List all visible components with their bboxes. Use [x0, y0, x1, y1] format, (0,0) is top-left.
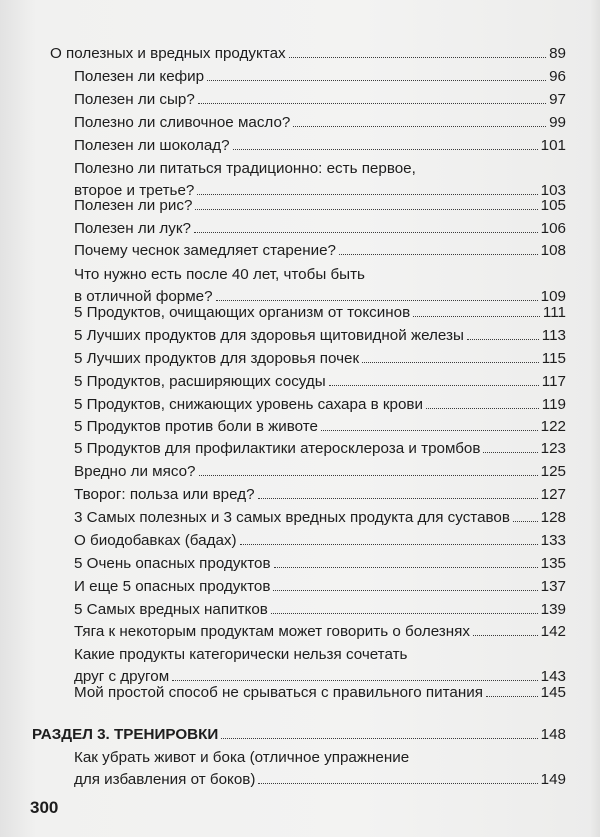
toc-entry [74, 240, 566, 262]
toc-entry [74, 348, 566, 370]
toc-entry-text [74, 89, 566, 111]
toc-page-number: 89 [549, 45, 566, 62]
toc-entry-text [74, 348, 566, 370]
toc-entry-text [74, 195, 566, 217]
toc-entry [74, 394, 566, 416]
toc-page-number: 101 [540, 137, 566, 154]
dot-leader [293, 126, 546, 127]
dot-leader [172, 680, 538, 681]
toc-page-number: 105 [540, 197, 566, 214]
toc-entry-title-line: Тяга к некоторым продуктам может говорить о болезнях [74, 623, 470, 640]
toc-entry-text [74, 66, 566, 88]
toc-entry [74, 747, 566, 791]
toc-entry-last-line [74, 302, 566, 324]
toc-entry-last-line [74, 371, 566, 393]
toc-entry-title-line: И еще 5 опасных продуктов [74, 578, 271, 595]
dot-leader [258, 783, 537, 784]
toc-page-number: 115 [541, 350, 566, 367]
toc-page-number: 99 [549, 114, 566, 131]
toc-entry-last-line [74, 66, 566, 88]
toc-page-number: 135 [540, 555, 566, 572]
dot-leader [198, 103, 546, 104]
toc-entry-title-line: для избавления от боков) [74, 771, 256, 788]
toc-entry-text [74, 438, 566, 460]
toc-page-number: 123 [540, 440, 566, 457]
dot-leader [271, 613, 538, 614]
toc-entry-text [74, 240, 566, 262]
toc-entry [74, 302, 566, 324]
dot-leader [329, 385, 539, 386]
section-heading [32, 724, 566, 746]
dot-leader [467, 339, 539, 340]
toc-entry-text [74, 599, 566, 621]
toc-entry-title-line: Почему чеснок замедляет старение? [74, 242, 336, 259]
toc-entry-title-line: 5 Очень опасных продуктов [74, 555, 271, 572]
dot-leader [513, 521, 538, 522]
toc-entry-title-line: Вредно ли мясо? [74, 463, 196, 480]
toc-entry-title-line: друг с другом [74, 668, 170, 685]
dot-leader [339, 254, 538, 255]
dot-leader [486, 696, 538, 697]
toc-entry-title-line: О биодобавках (бадах) [74, 532, 237, 549]
dot-leader [289, 57, 546, 58]
toc-entry [74, 135, 566, 157]
toc-entry-last-line [74, 135, 566, 157]
toc-entry [74, 89, 566, 111]
toc-entry-last-line [74, 507, 566, 529]
toc-entry-text [74, 507, 566, 529]
toc-entry-title-line: 3 Самых полезных и 3 самых вредных продукта для суставов [74, 509, 510, 526]
toc-entry-title-line: Полезен ли кефир [74, 68, 205, 85]
dot-leader [221, 738, 537, 739]
toc-entry-last-line [74, 325, 566, 347]
toc-entry [74, 621, 566, 643]
toc-entry-title-line: Полезно ли питаться традиционно: есть первое, [74, 160, 416, 177]
toc-page-number: 117 [541, 373, 566, 390]
toc-entry-text [74, 682, 566, 704]
toc-entry-text [50, 43, 566, 65]
toc-entry [74, 438, 566, 460]
toc-entry-text [74, 302, 566, 324]
toc-entry-last-line [74, 195, 566, 217]
dot-leader [194, 232, 538, 233]
dot-leader [207, 80, 546, 81]
dot-leader [199, 475, 538, 476]
toc-page-number: 133 [540, 532, 566, 549]
toc-entry-text [74, 576, 566, 598]
toc-entry-text [74, 621, 566, 643]
toc-entry-title-line: Полезен ли рис? [74, 197, 193, 214]
toc-entry-title-line: 5 Лучших продуктов для здоровья щитовидной железы [74, 327, 464, 344]
toc-entry-last-line [74, 576, 566, 598]
toc-entry-title-line: Полезен ли лук? [74, 220, 191, 237]
toc-page-number: 113 [541, 327, 566, 344]
toc-page-number: 111 [542, 304, 566, 321]
toc-entry-text [74, 371, 566, 393]
dot-leader [195, 209, 537, 210]
toc-entry-text [74, 218, 566, 240]
toc-entry-last-line [74, 461, 566, 483]
toc-entry [74, 599, 566, 621]
toc-entry-title-line: в отличной форме? [74, 288, 213, 305]
toc-page-number: 109 [540, 288, 566, 305]
toc-entry-title-line: Творог: польза или вред? [74, 486, 255, 503]
toc-page-number: 145 [540, 684, 566, 701]
toc-page-number: 137 [540, 578, 566, 595]
toc-page-number: 119 [541, 396, 566, 413]
toc-page-number: 143 [540, 668, 566, 685]
toc-entry [74, 461, 566, 483]
toc-entry-title-line: Полезен ли шоколад? [74, 137, 230, 154]
toc-entry-title-line: Мой простой способ не срываться с правильного питания [74, 684, 483, 701]
dot-leader [216, 300, 538, 301]
toc-entry-title-line: 5 Продуктов для профилактики атеросклероза и тромбов [74, 440, 481, 457]
toc-entry-text [74, 135, 566, 157]
toc-entry-text [74, 530, 566, 552]
toc-page-number: 96 [549, 68, 566, 85]
toc-entry [74, 371, 566, 393]
dot-leader [321, 430, 538, 431]
toc-entry [74, 325, 566, 347]
dot-leader [426, 408, 539, 409]
toc-entry-title-line: 5 Продуктов, расширяющих сосуды [74, 373, 326, 390]
toc-page-number: 125 [540, 463, 566, 480]
toc-entry-title-line: Что нужно есть после 40 лет, чтобы быть [74, 266, 365, 283]
toc-entry [74, 507, 566, 529]
toc-entry-text [74, 747, 566, 791]
dot-leader [258, 498, 538, 499]
page-number: 300 [30, 798, 59, 817]
toc-entry [74, 682, 566, 704]
toc-entry-text [74, 484, 566, 506]
dot-leader [362, 362, 539, 363]
toc-entry [74, 218, 566, 240]
dot-leader [413, 316, 540, 317]
toc-entry [74, 416, 566, 438]
toc-entry-last-line [74, 553, 566, 575]
toc-entry-last-line [74, 394, 566, 416]
page-edge-shadow [590, 0, 600, 837]
toc-entry-title-line: О полезных и вредных продуктах [50, 45, 286, 62]
dot-leader [233, 149, 538, 150]
toc-entry-title-line: 5 Продуктов против боли в животе [74, 418, 318, 435]
toc-entry-title-line: 5 Самых вредных напитков [74, 601, 268, 618]
toc-entry [74, 484, 566, 506]
toc-entry [50, 43, 566, 65]
toc-entry-last-line [74, 599, 566, 621]
toc-page-number: 103 [540, 182, 566, 199]
toc-entry-title-line: Полезно ли сливочное масло? [74, 114, 291, 131]
toc-entry-last-line [74, 348, 566, 370]
toc-entry [74, 553, 566, 575]
section-page-number: 148 [540, 726, 566, 743]
section-title: РАЗДЕЛ 3. ТРЕНИРОВКИ [32, 726, 219, 743]
toc-entry-last-line [74, 416, 566, 438]
toc-entry-text [74, 461, 566, 483]
toc-entry [74, 66, 566, 88]
toc-entry-text [74, 325, 566, 347]
toc-entry-title-line: 5 Продуктов, снижающих уровень сахара в крови [74, 396, 423, 413]
toc-entry-title-line: Какие продукты категорически нельзя сочетать [74, 646, 408, 663]
toc-entry-title-line: второе и третье? [74, 182, 195, 199]
toc-page-number: 149 [540, 771, 566, 788]
toc-entry-last-line [74, 621, 566, 643]
toc-entry [74, 530, 566, 552]
toc-page-number: 97 [549, 91, 566, 108]
toc-page-number: 122 [540, 418, 566, 435]
toc-entry-last-line [74, 530, 566, 552]
dot-leader [240, 544, 538, 545]
toc-page-number: 128 [540, 509, 566, 526]
toc-entry-text [74, 112, 566, 134]
toc-entry-last-line [74, 438, 566, 460]
dot-leader [473, 635, 538, 636]
dot-leader [274, 567, 538, 568]
toc-entry-title-line: 5 Лучших продуктов для здоровья почек [74, 350, 360, 367]
toc-entry [74, 112, 566, 134]
toc-entry-last-line [74, 484, 566, 506]
toc-entry [74, 195, 566, 217]
toc-entry [74, 576, 566, 598]
toc-entry-title-line: Полезен ли сыр? [74, 91, 195, 108]
toc-page-number: 142 [540, 623, 566, 640]
toc-entry-last-line [74, 682, 566, 704]
toc-page-number: 127 [540, 486, 566, 503]
toc-entry-last-line [74, 240, 566, 262]
toc-entry-last-line [74, 112, 566, 134]
toc-entry-text [74, 416, 566, 438]
dot-leader [483, 452, 537, 453]
toc-page-number: 106 [540, 220, 566, 237]
toc-entry-text [74, 394, 566, 416]
toc-entry-title-line: Как убрать живот и бока (отличное упражнение [74, 749, 410, 766]
toc-page-number: 139 [540, 601, 566, 618]
toc-entry-last-line [50, 43, 566, 65]
toc-page-number: 108 [540, 242, 566, 259]
toc-entry-last-line [74, 218, 566, 240]
dot-leader [273, 590, 537, 591]
toc-entry-last-line [74, 769, 566, 791]
toc-entry-text [74, 553, 566, 575]
toc-entry-title-line: 5 Продуктов, очищающих организм от токсинов [74, 304, 411, 321]
toc-entry-last-line [74, 89, 566, 111]
